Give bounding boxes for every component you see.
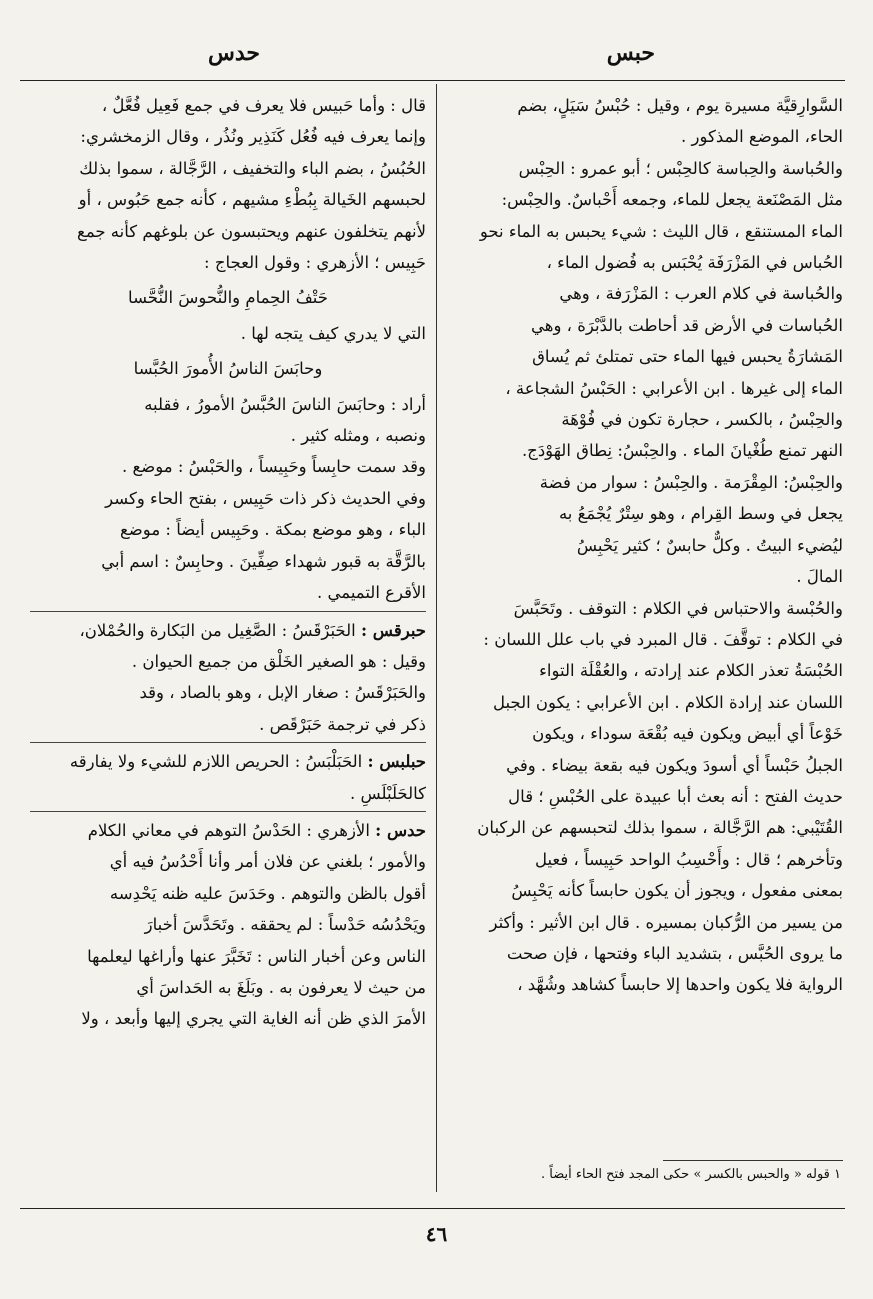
entry-first-line [30,815,426,846]
column-divider [436,84,437,1192]
footnote: ١ قوله « والحبس بالكسر » حكى المجد فتح الحاء أيضاً . [541,1167,841,1182]
entry-text: الأزهري : الحَدْسُ التوهم في معاني الكلام [87,820,370,840]
headword: حدس : [375,820,426,840]
text-line: الباء ، وهو موضع بمكة . وحَبِيس أيضاً : موضع [120,520,426,540]
headword: حبلبس : [367,752,426,772]
text-line: بمعنى مفعول ، ويجوز أن يكون حابساً كأنه يَحْبِسُ [511,881,843,901]
entry-text: الحَبَلْبَسُ : الحريص اللازم للشيء ولا يفارقه [69,752,363,772]
text-line: ما يروى الحُبَّس ، بتشديد الباء وفتحها ، فإن صحت [506,943,843,963]
verse-line: وحابَسَ الناسُ الأُمورَ الحُبَّسا [133,359,323,379]
text-line: والحُبْسة والاحتباس في الكلام : التوقف . وتَحَبَّسَ [513,598,843,618]
text-line: السَّوارِقيَّة مسيرة يوم ، وقيل : حُبْسُ سَيَلٍ، بضم [517,96,843,115]
text-line: ليُضيء البيتُ . وكلٌّ حابسٌ ؛ كثير يَحْبِسُ [576,535,843,555]
text-line: ذكر في ترجمة حَبَرْقَص . [259,714,426,734]
text-line: اللسان عند إرادة الكلام . ابن الأعرابي : يكون الجبل [492,692,843,712]
text-line: وإنما يعرف فيه فُعُل كَنَذِير ونُذُر ، وقال الزمخشري: [80,127,426,147]
entry-separator [30,811,426,812]
text-line: من يسير من الرُّكبان بمسيره . قال ابن الأثير : وأكثر [489,912,843,932]
text-line: خَوْعاً أي أبيض ويكون فيه بُقْعَة سوداء ، ويكون [532,724,843,744]
text-line: والحُباسة والحِباسة كالحِبْس ؛ أبو عمرو : الحِبْس [518,158,843,178]
text-line: في الكلام : توقَّفَ . قال المبرد في باب علل اللسان : [483,629,843,649]
page-number: ٤٦ [425,1222,448,1246]
text-line: يجعل في وسط القِرام ، وهو سِتْرٌ يُجْمَعُ به [558,504,843,524]
text-line: وقيل : هو الصغير الخَلْق من جميع الحيوان . [131,651,426,671]
text-line: والحُباسة في كلام العرب : المَزْرَفة ، وهي [559,284,843,304]
text-line: وتأخرهم ؛ قال : وأَحْسِبُ الواحد حَبِيساً ، فعيل [534,849,843,869]
text-line: الماء إلى غيرها . ابن الأعرابي : الحَبْسُ الشجاعة ، [505,378,843,398]
text-line: الجبلُ حَبْساً أي أسودَ ويكون فيه بقعة بيضاء . وفي [506,755,843,775]
text-line: والحَبَرْقَسُ : صغار الإبل ، وهو بالصاد ، وقد [139,683,426,703]
text-line: وفي الحديث ذكر ذات حَبِيس ، بفتح الحاء وكسر [105,488,426,508]
text-line: بالرَّقَّة به قبور شهداء صِفِّينَ . وحابِسٌ : اسم أبي [101,551,426,571]
text-line: الحُباس في المَزْرَفَة يُحْبَس به فُضول الماء ، [546,253,843,273]
text-line: مثل المَصْنَعة يجعل للماء، وجمعه أَحْباسٌ. والحِبْس: [501,190,843,210]
text-line: والحِبْسُ: المِقْرَمة . والحِبْسُ : سوار من فضة [539,472,843,492]
entry-first-line [30,615,426,646]
headword: حبرقس : [360,620,426,640]
top-rule [20,80,845,81]
text-line: من حيث لا يعرفون به . وبَلَغَ به الحَداسَ أي [136,977,426,997]
entry-separator [30,611,426,612]
text-line: التي لا يدري كيف يتجه لها . [240,323,426,343]
entry-text: الحَبَرْقَسُ : الصَّغِيل من البَكارة والحُمْلان، [79,620,356,640]
text-line: حديث الفتح : أنه بعث أبا عبيدة على الحُبْسِ ؛ قال [508,786,843,806]
text-line: لأنهم يتخلفون عنهم ويحتبسون عن بلوغهم كأنه جمع [77,221,426,241]
verse-line: حَتْفُ الحِمامِ والنُّحوسَ النُّحَّسا [128,288,328,308]
text-line: كالحَلَبْلَسِ . [350,783,426,803]
text-line: الحاء، الموضع المذكور . [681,127,843,147]
text-line: الأمرَ الذي ظن أنه الغاية التي يجري إليها وأبعد ، ولا [81,1009,426,1029]
text-line: الرواية فلا يكون واحدها إلا حابساً كشاهد وشُهَّد ، [517,975,843,995]
text-line: قال : وأما حَبيس فلا يعرف في جمع فَعِيل فُعَّلٌ ، [101,96,426,115]
text-line: الماء المستنقع ، قال الليث : شيء يحبس به الماء نحو [479,221,843,241]
text-line: الحُبْسَةُ تعذر الكلام عند إرادته ، والعُقْلَة التواء [539,661,843,681]
bottom-rule [20,1208,845,1209]
running-head-left: حدس [208,40,261,66]
left-column [30,90,426,1035]
text-line: وقد سمت حابِساً وحَبِيساً ، والحَبْسُ : موضع . [121,457,426,477]
entry-separator [30,742,426,743]
text-line: ونصبه ، ومثله كثير . [290,426,426,446]
footnote-rule [663,1160,843,1161]
right-column [445,90,843,1001]
text-line: والأمور ؛ بلغني عن فلان أمر وأنا أَحْدُسُ فيه أي [109,852,426,872]
text-line: الحُباسات في الأرض قد أحاطت بالدَّبْرَة ، وهي [530,315,843,335]
text-line: أراد : وحابَسَ الناسَ الحُبَّسُ الأمورُ ، فقلبه [144,394,426,414]
text-line: الناس وعن أخبار الناس : تَخَبَّرَ عنها وأراغها ليعلمها [87,946,426,966]
running-head-right: حبس [606,40,655,66]
text-line: حَبِيس ؛ الأزهري : وقول العجاج : [204,253,426,273]
text-line: ويَحْدُسُه حَدْساً : لم يحققه . وتَحَدَّسَ أخبارَ [144,915,426,935]
text-line: المالَ . [796,567,843,587]
text-line: المَشارَةُ يحبس فيها الماء حتى تمتلئ ثم يُساق [532,347,843,367]
text-line: الأقرع التميمي . [317,583,426,603]
text-line: النهر تمنع طُغْيانَ الماء . والحِبْسُ: نِطاق الهَوْدَج. [521,441,843,461]
entry-first-line [30,746,426,777]
text-line: القُتَيْبي: هم الرَّجَّالة ، سموا بذلك لتحبسهم عن الركبان [477,818,843,838]
text-line: الحُبُسُ ، بضم الباء والتخفيف ، الرَّجَّالة ، سموا بذلك [79,158,426,178]
text-line: لحبسهم الخَيالة بِبُطْءِ مشيهم ، كأنه جمع حَبُوس ، أو [78,190,426,210]
text-line: والحِبْسُ ، بالكسر ، حجارة تكون في فُوْهَة [561,410,843,430]
text-line: أقول بالظن والتوهم . وحَدَسَ عليه ظنه يَحْدِسه [109,883,426,903]
